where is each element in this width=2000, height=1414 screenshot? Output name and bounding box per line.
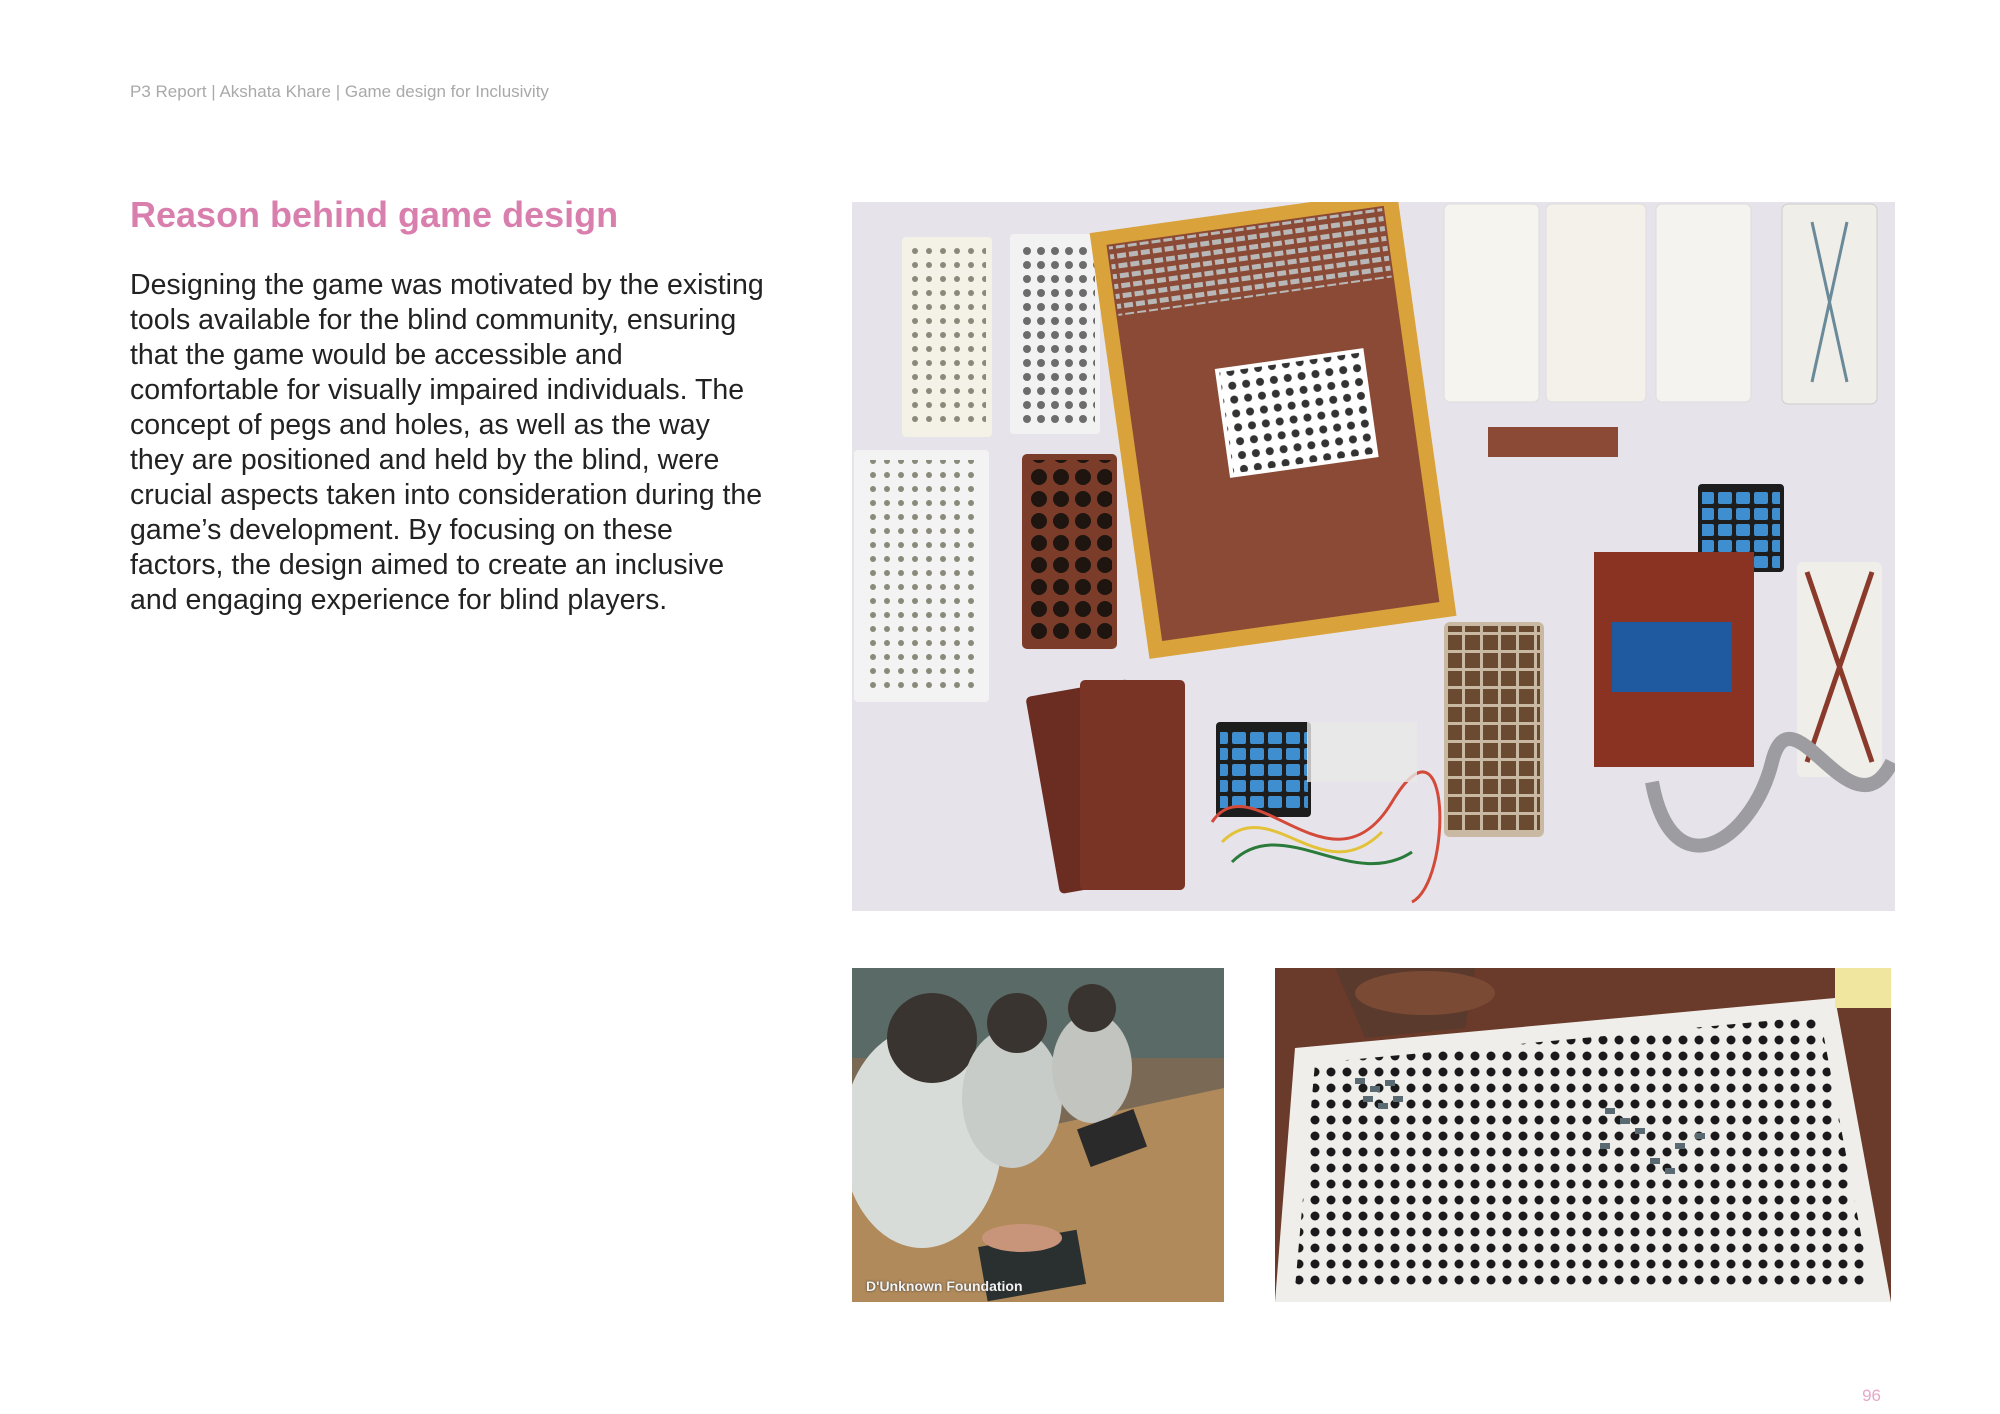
- section-body: Designing the game was motivated by the existing tools available for the blind community, ensuring that the game would be accessible and comfortable for visually impaired individuals. The concept of pegs and holes, as well as the way they are positioned and held by the blind, were crucial aspects taken into consideration during the game’s development. By focusing on these factors, the design aimed to create an inclusive and engaging experience for blind players.: [130, 269, 764, 616]
- photo-students-using-tactile-boards: [852, 968, 1224, 1302]
- students-illustration: [852, 968, 1224, 1302]
- page-number: 96: [1862, 1386, 1881, 1405]
- photo-tactile-tools-collage: [852, 202, 1895, 911]
- photo-peg-board-closeup: [1275, 968, 1891, 1302]
- photo-credit: D'Unknown Foundation: [866, 1278, 1023, 1294]
- peg-board-illustration: [1275, 968, 1891, 1302]
- running-header: P3 Report | Akshata Khare | Game design for Inclusivity: [130, 82, 549, 101]
- tools-collage-illustration: [852, 202, 1895, 911]
- section-title: Reason behind game design: [130, 194, 619, 235]
